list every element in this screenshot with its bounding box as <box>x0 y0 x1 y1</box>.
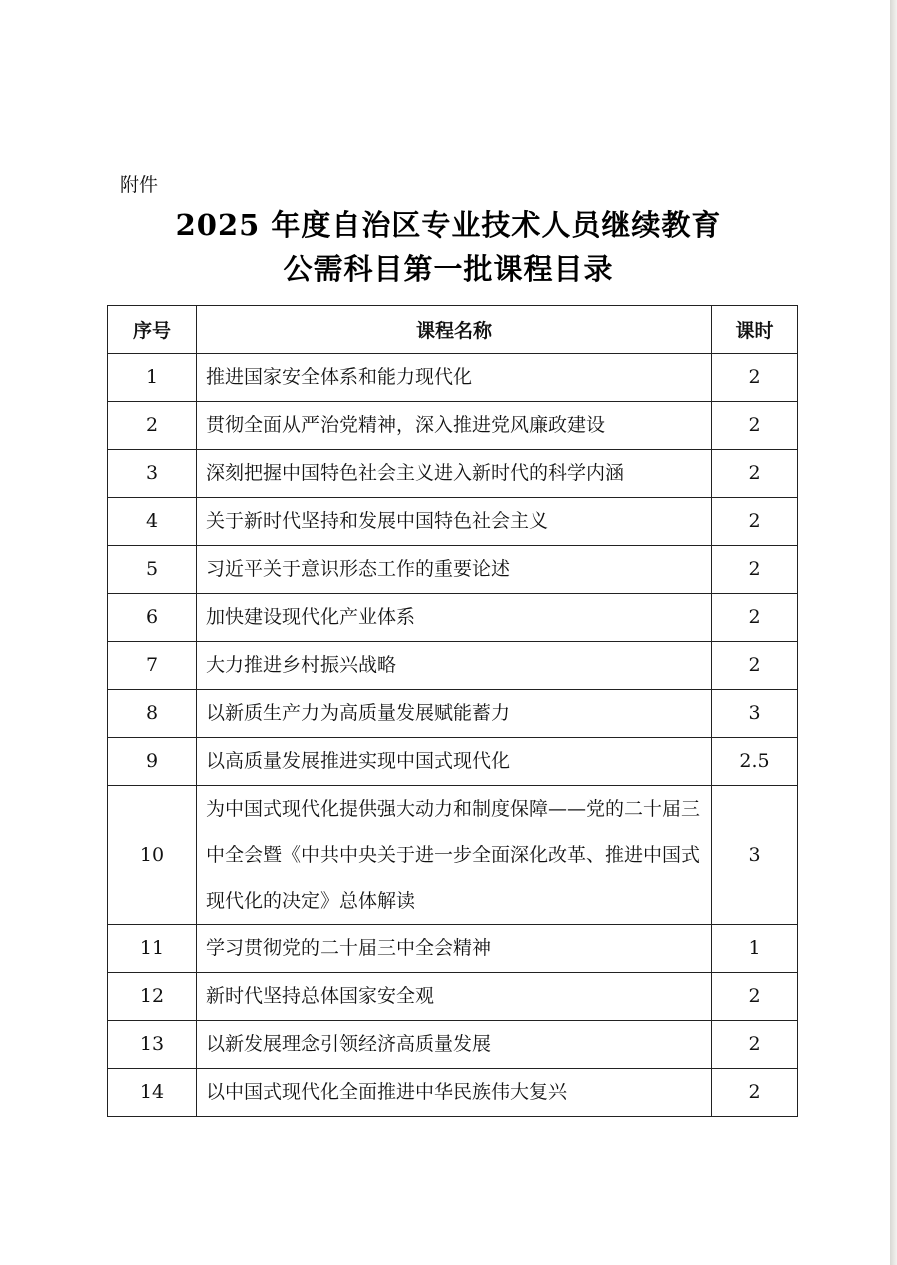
table-row <box>108 641 798 689</box>
attachment-label: 附件 <box>120 174 159 196</box>
class-hours: 2 <box>712 593 798 641</box>
course-name: 加快建设现代化产业体系 <box>197 593 712 641</box>
table-row <box>108 1020 798 1068</box>
class-hours: 2 <box>712 972 798 1020</box>
class-hours: 2 <box>712 545 798 593</box>
class-hours: 2.5 <box>712 737 798 785</box>
class-hours: 3 <box>712 785 798 924</box>
row-number: 3 <box>108 449 197 497</box>
class-hours: 2 <box>712 1068 798 1116</box>
table-row <box>108 353 798 401</box>
row-number: 5 <box>108 545 197 593</box>
row-number: 2 <box>108 401 197 449</box>
table-row <box>108 924 798 972</box>
course-name: 深刻把握中国特色社会主义进入新时代的科学内涵 <box>197 449 712 497</box>
row-number: 11 <box>108 924 197 972</box>
row-number: 14 <box>108 1068 197 1116</box>
row-number: 4 <box>108 497 197 545</box>
course-name: 以新发展理念引领经济高质量发展 <box>197 1020 712 1068</box>
table-row <box>108 785 798 924</box>
row-number: 9 <box>108 737 197 785</box>
class-hours: 2 <box>712 497 798 545</box>
course-name: 推进国家安全体系和能力现代化 <box>197 353 712 401</box>
header-course-name: 课程名称 <box>197 306 712 354</box>
row-number: 12 <box>108 972 197 1020</box>
table-row <box>108 449 798 497</box>
table-row <box>108 497 798 545</box>
header-class-hours: 课时 <box>712 306 798 354</box>
table-header-row <box>108 306 798 354</box>
course-name: 以中国式现代化全面推进中华民族伟大复兴 <box>197 1068 712 1116</box>
table-row <box>108 689 798 737</box>
table-row <box>108 1068 798 1116</box>
table-row <box>108 737 798 785</box>
document-title-line2: 公需科目第一批课程目录 <box>283 252 614 286</box>
class-hours: 3 <box>712 689 798 737</box>
class-hours: 2 <box>712 401 798 449</box>
course-name: 学习贯彻党的二十届三中全会精神 <box>197 924 712 972</box>
course-table <box>107 305 798 1117</box>
class-hours: 2 <box>712 641 798 689</box>
class-hours: 2 <box>712 1020 798 1068</box>
course-name: 以高质量发展推进实现中国式现代化 <box>197 737 712 785</box>
course-name: 习近平关于意识形态工作的重要论述 <box>197 545 712 593</box>
table-row <box>108 545 798 593</box>
row-number: 7 <box>108 641 197 689</box>
row-number: 6 <box>108 593 197 641</box>
page-edge-shadow <box>890 0 897 1265</box>
header-serial-number: 序号 <box>108 306 197 354</box>
course-name: 关于新时代坚持和发展中国特色社会主义 <box>197 497 712 545</box>
course-name: 贯彻全面从严治党精神，深入推进党风廉政建设 <box>197 401 712 449</box>
row-number: 13 <box>108 1020 197 1068</box>
course-name: 为中国式现代化提供强大动力和制度保障——党的二十届三中全会暨《中共中央关于进一步全面深化改革、推进中国式现代化的决定》总体解读 <box>197 785 712 924</box>
document-title-line1: 2025 年度自治区专业技术人员继续教育 <box>175 208 722 242</box>
course-name: 大力推进乡村振兴战略 <box>197 641 712 689</box>
row-number: 10 <box>108 785 197 924</box>
row-number: 8 <box>108 689 197 737</box>
class-hours: 1 <box>712 924 798 972</box>
class-hours: 2 <box>712 449 798 497</box>
table-row <box>108 401 798 449</box>
table-row <box>108 593 798 641</box>
course-name: 以新质生产力为高质量发展赋能蓄力 <box>197 689 712 737</box>
course-name: 新时代坚持总体国家安全观 <box>197 972 712 1020</box>
table-row <box>108 972 798 1020</box>
row-number: 1 <box>108 353 197 401</box>
class-hours: 2 <box>712 353 798 401</box>
